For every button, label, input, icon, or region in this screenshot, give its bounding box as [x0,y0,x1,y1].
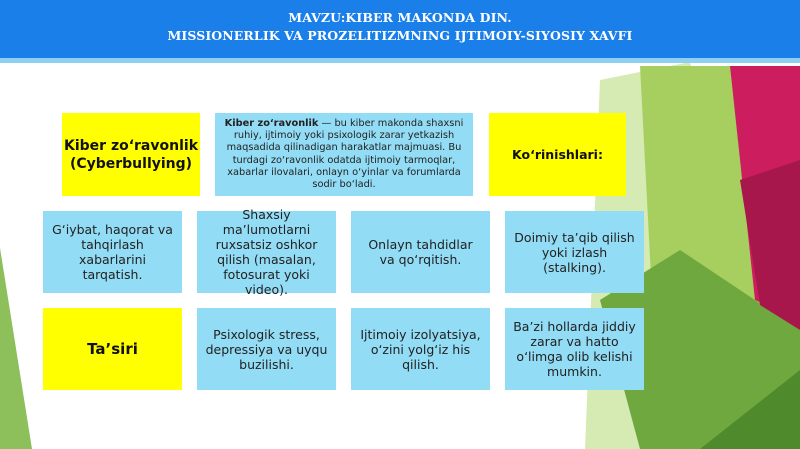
manifestation-text-2: Shaxsiy ma’lumotlarni ruxsatsiz oshkor qilish (masalan, fotosurat yoki video). [215,207,318,297]
effect-item-2 [351,308,490,390]
effect-text-3: Ba’zi hollarda jiddiy zarar va hatto o‘limga olib kelishi mumkin. [513,319,636,379]
manifestation-item-3 [351,211,490,293]
manifestation-item-4 [505,211,644,293]
effect-item-1 [197,308,336,390]
term-title: Kiber zo‘ravonlik [64,137,198,154]
effects-label-box [43,308,182,390]
definition-text: — bu kiber makonda shaxsni ruhiy, ijtimoiy yoki psixologik zarar yetkazish maqsadida qilinadigan harakatlar majmuasi. Bu turdagi zo‘ravonlik odatda ijtimoiy tarmoqlar, xabarlar ilovalari, onlayn o‘yinlar va forumlarda sodir bo‘ladi. [226,117,464,190]
manifestation-item-2 [197,207,336,297]
manifestation-text-4: Doimiy ta’qib qilish yoki izlash (stalking). [514,229,635,275]
effect-item-3 [505,308,644,390]
left-green-sliver [0,248,32,449]
manifestations-label-box [489,113,626,196]
title-line-2: MISSIONERLIK VA PROZELITIZMNING IJTIMOIY-SIYOSIY XAVFI [167,28,633,43]
manifestation-item-1 [43,211,182,293]
effect-text-2: Ijtimoiy izolyatsiya, o‘zini yolg‘iz his qilish. [360,326,481,372]
header-underline [0,58,800,63]
manifestations-label: Ko‘rinishlari: [512,147,603,162]
definition-box [215,113,473,196]
definition-term: Kiber zo‘ravonlik [224,117,319,129]
effect-text-1: Psixologik stress, depressiya va uyqu buzilishi. [205,326,328,372]
effects-label: Ta’siri [87,340,138,358]
manifestation-text-3: Onlayn tahdidlar va qo‘rqitish. [368,237,473,267]
term-english: (Cyberbullying) [69,155,193,172]
term-box [62,113,200,196]
manifestation-text-1: G‘iybat, haqorat va tahqirlash xabarlarini tarqatish. [52,222,173,282]
title-line-1: MAVZU:KIBER MAKONDA DIN. [288,10,512,25]
page-title [0,9,800,45]
